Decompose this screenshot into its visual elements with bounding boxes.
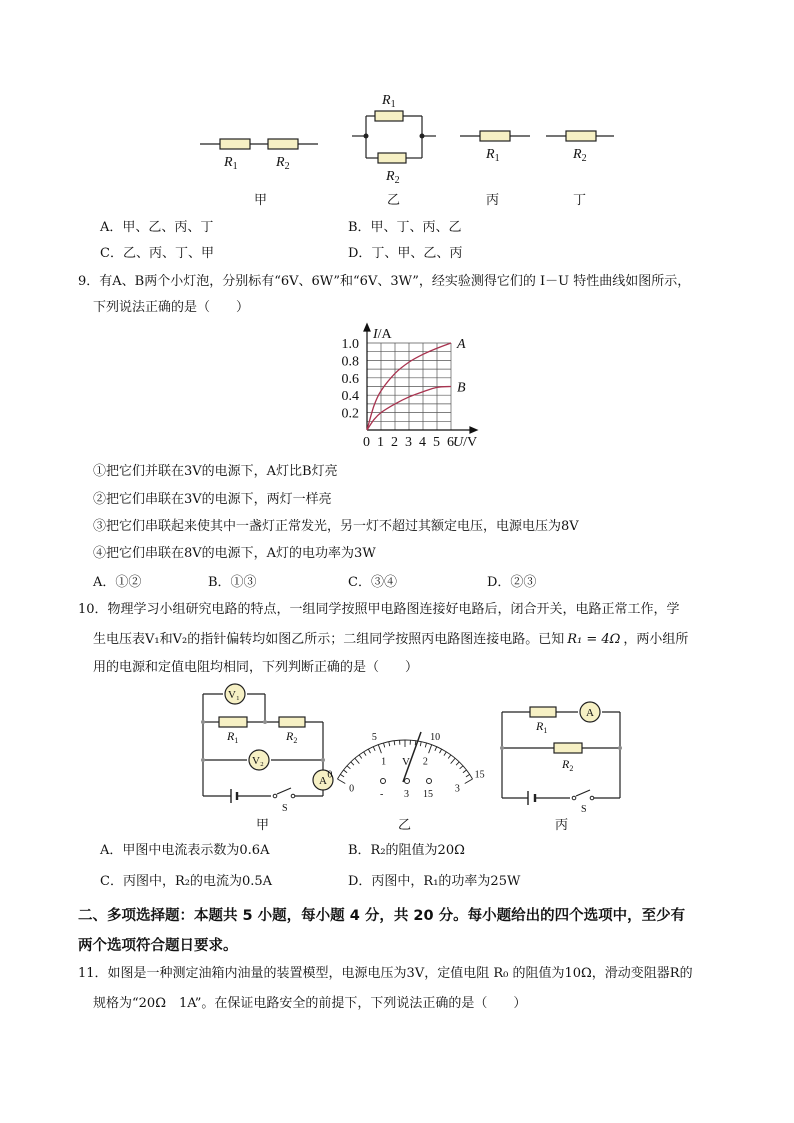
resistor-r2 [566,131,596,141]
y-tick-label: 0.4 [341,389,359,405]
q9-stem-line2: 下列说法正确的是（ ） [93,300,250,315]
fig-label-bing: 丙 [486,193,500,208]
x-tick-label: 4 [419,435,426,450]
dial-tick [364,752,366,756]
fig-label-jia: 甲 [254,193,268,208]
section2-heading-line2: 两个选项符合题日要求。 [78,938,238,954]
svg-text:V₂: V₂ [252,755,264,767]
y-tick-label: 0.2 [341,406,359,422]
y-tick-label: 0.8 [341,354,359,370]
svg-text:R2: $R_2$ [562,757,574,773]
dial-tick [435,747,437,751]
x-axis-arrow [470,427,477,433]
svg-text:A: A [586,707,594,719]
resistor-r2 [378,153,406,163]
q9-stem-line1: 9．有A、B两个小灯泡，分别标有“6V、6W”和“6V、3W”，经实验测得它们的 I－U 特性曲线如图所示， [78,274,691,289]
x-tick-label: 6 [447,435,454,450]
y-axis-label: I/A [373,327,392,342]
y-tick-label: 1.0 [341,337,359,352]
q11-stem-line1: 11．如图是一种测定油箱内油量的装置模型，电源电压为3V，定值电阻 R₀ 的阻值为10Ω，滑动变阻器R的 [78,966,693,981]
voltmeter-dial [327,700,485,805]
dial-tick [425,743,426,747]
q10-stem-line1: 10．物理学习小组研究电路的特点，一组同学按照甲电路图连接好电路后，闭合开关，电路正常工作，学 [78,602,680,617]
dial-tick [344,770,348,773]
y-axis-arrow [364,324,370,331]
svg-text:V₁: V₁ [228,689,240,701]
svg-text:R1: $R_1$ [227,729,239,745]
svg-text:R1: $R_1$ [382,93,396,110]
svg-text:R2: $R_2$ [276,155,290,172]
q10-option-a: A．甲图中电流表示数为0.6A [100,843,270,858]
svg-text:S: S [282,803,288,814]
dial-top-label: 10 [430,732,441,744]
q10-option-b: B．R₂的阻值为20Ω [348,843,465,858]
q10-fig-label-jia: 甲 [256,818,270,833]
series-label-A: A [457,337,466,352]
resistor-r1 [480,131,510,141]
dial-tick [340,774,344,777]
svg-text:R1: $R_1$ [224,155,238,172]
dial-top-label: 0 [327,769,333,781]
dial-tick [378,745,381,753]
circuit-bing [490,700,635,815]
resistor-r2 [268,139,298,149]
q8-option-c: C．乙、丙、丁、甲 [100,246,214,261]
q10-stem-line2: 生电压表V₁和V₂的指针偏转均如图乙所示；二组同学按照丙电路图连接电路。已知 R₁ = 4Ω ，两小组所 [93,632,689,647]
dial-tick [451,758,455,763]
terminal-3: 3 [404,789,409,800]
dial-tick [347,766,350,769]
dial-tick [463,770,467,773]
dial-tick [368,749,370,753]
dial-tick [420,742,421,746]
fig-label-yi: 乙 [387,193,401,208]
svg-text:A: A [319,775,327,787]
q9-statement-1: ①把它们并联在3V的电源下，A灯比B灯亮 [93,464,338,479]
svg-text:R2: $R_2$ [573,147,587,164]
dial-tick [466,774,470,777]
q9-statement-4: ④把它们串联在8V的电源下，A灯的电功率为3W [93,546,376,561]
dial-tick [465,779,473,784]
section2-heading-line1: 二、多项选择题：本题共 5 小题，每小题 4 分，共 20 分。每小题给出的四个选项中，至少有 [78,908,686,924]
dial-tick [359,755,362,759]
dial-tick [389,742,390,746]
q9-option-c: C．③④ [348,575,397,590]
q8-option-a: A．甲、乙、丙、丁 [100,220,214,235]
circuit-jia [195,680,340,814]
dial-bottom-label: 2 [422,756,428,768]
svg-text:R1: $R_1$ [486,147,500,164]
terminal-15: 15 [423,789,433,800]
dial-tick [460,766,463,769]
dial-tick [394,741,395,745]
svg-text:S: S [581,804,587,815]
dial-tick [448,755,451,759]
y-tick-label: 0.6 [341,371,359,387]
resistor-r1 [375,111,403,121]
q8-resistor-figures [190,90,630,210]
series-label-B: B [457,380,466,396]
svg-text:R1: $R_1$ [536,719,548,735]
dial-tick [351,762,354,765]
x-tick-label: 1 [377,435,384,450]
q10-option-d: D．丙图中，R₁的功率为25W [348,874,521,889]
dial-tick [355,758,359,763]
q9-statement-2: ②把它们串联在3V的电源下，两灯一样亮 [93,492,332,507]
dial-tick [429,745,432,753]
x-tick-label: 0 [363,435,370,450]
dial-bottom-label: 3 [454,783,460,795]
q9-option-a: A．①② [93,575,142,590]
dial-bottom-label: 0 [349,783,355,795]
svg-text:R2: $R_2$ [386,169,400,186]
dial-tick [337,779,345,784]
x-tick-label: 3 [405,435,412,450]
q8-option-b: B．甲、丁、丙、乙 [348,220,462,235]
q9-option-b: B．①③ [208,575,257,590]
terminal-neg: - [380,789,384,800]
q10-fig-label-yi: 乙 [398,818,412,833]
dial-tick [444,752,446,756]
meter-unit: V [402,756,410,768]
fig-label-ding: 丁 [573,193,587,208]
q9-option-d: D．②③ [487,575,537,590]
x-tick-label: 2 [391,435,398,450]
q9-statement-3: ③把它们串联起来使其中一盏灯正常发光，另一灯不超过其额定电压，电源电压为8V [93,519,579,534]
dial-top-label: 5 [371,732,377,744]
svg-text:R2: $R_2$ [286,729,298,745]
q11-stem-line2: 规格为“20Ω 1A”。在保证电路安全的前提下，下列说法正确的是（ ） [93,996,527,1011]
q10-stem-line3: 用的电源和定值电阻均相同，下列判断正确的是（ ） [93,660,419,675]
x-axis-label: U/V [453,435,478,450]
resistor-r1 [220,139,250,149]
q10-fig-label-bing: 丙 [555,818,569,833]
q10-option-c: C．丙图中，R₂的电流为0.5A [100,874,273,889]
x-tick-label: 5 [433,435,440,450]
dial-tick [384,743,385,747]
dial-bottom-label: 1 [381,756,387,768]
dial-top-label: 15 [474,769,485,781]
dial-tick [456,762,459,765]
q8-option-d: D．丁、甲、乙、丙 [348,246,463,261]
iu-characteristic-chart [325,320,495,458]
dial-tick [440,749,442,753]
dial-tick [373,747,375,751]
